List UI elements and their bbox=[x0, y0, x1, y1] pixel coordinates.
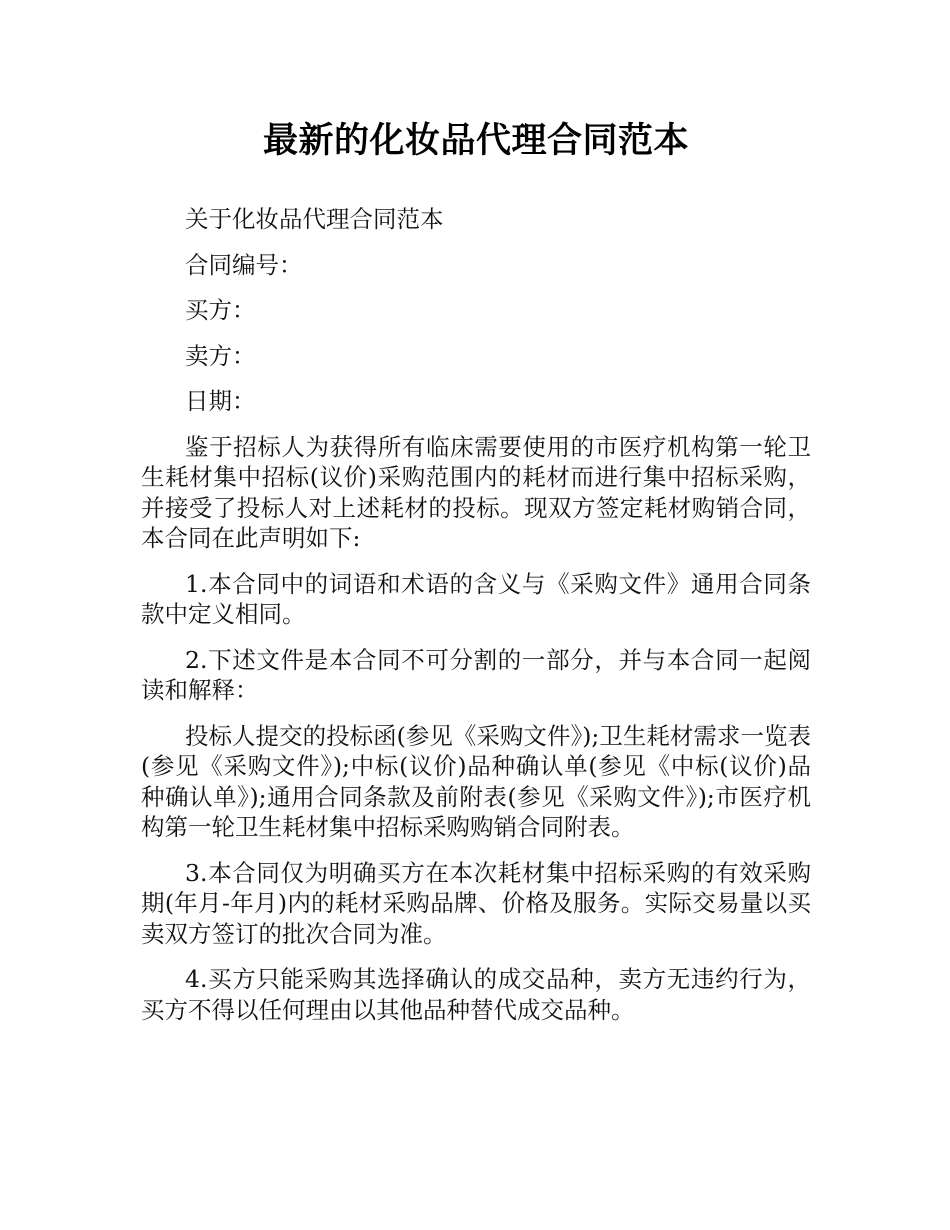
buyer-field: 买方： bbox=[185, 296, 256, 324]
date-field: 日期： bbox=[185, 387, 256, 415]
paragraph-clause-1: 1.本合同中的词语和术语的含义与《采购文件》通用合同条款中定义相同。 bbox=[141, 569, 811, 628]
paragraph-preamble: 鉴于招标人为获得所有临床需要使用的市医疗机构第一轮卫生耗材集中招标(议价)采购范围内的耗材而进行集中招标采购，并接受了投标人对上述耗材的投标。现双方签定耗材购销合同，本合同在此声明如下: bbox=[141, 432, 811, 552]
seller-field: 卖方： bbox=[185, 341, 256, 370]
paragraph-clause-3: 3.本合同仅为明确买方在本次耗材集中招标采购的有效采购期(年月-年月)内的耗材采购品牌、价格及服务。实际交易量以买卖双方签订的批次合同为准。 bbox=[141, 858, 811, 948]
document-subtitle: 关于化妆品代理合同范本 bbox=[185, 205, 444, 233]
document-title: 最新的化妆品代理合同范本 bbox=[262, 121, 689, 161]
paragraph-document-list: 投标人提交的投标函(参见《采购文件》);卫生耗材需求一览表(参见《采购文件》);中标(议价)品种确认单(参见《中标(议价)品种确认单》);通用合同条款及前附表(参见《采购文件》);市医疗机构第一轮卫生耗材集中招标采购购销合同附表。 bbox=[141, 721, 811, 841]
contract-number-field: 合同编号： bbox=[185, 250, 303, 279]
document-page bbox=[141, 112, 811, 1040]
paragraph-clause-2: 2.下述文件是本合同不可分割的一部分，并与本合同一起阅读和解释： bbox=[141, 645, 811, 704]
paragraph-clause-4: 4.买方只能采购其选择确认的成交品种，卖方无违约行为，买方不得以任何理由以其他品种替代成交品种。 bbox=[141, 965, 811, 1024]
